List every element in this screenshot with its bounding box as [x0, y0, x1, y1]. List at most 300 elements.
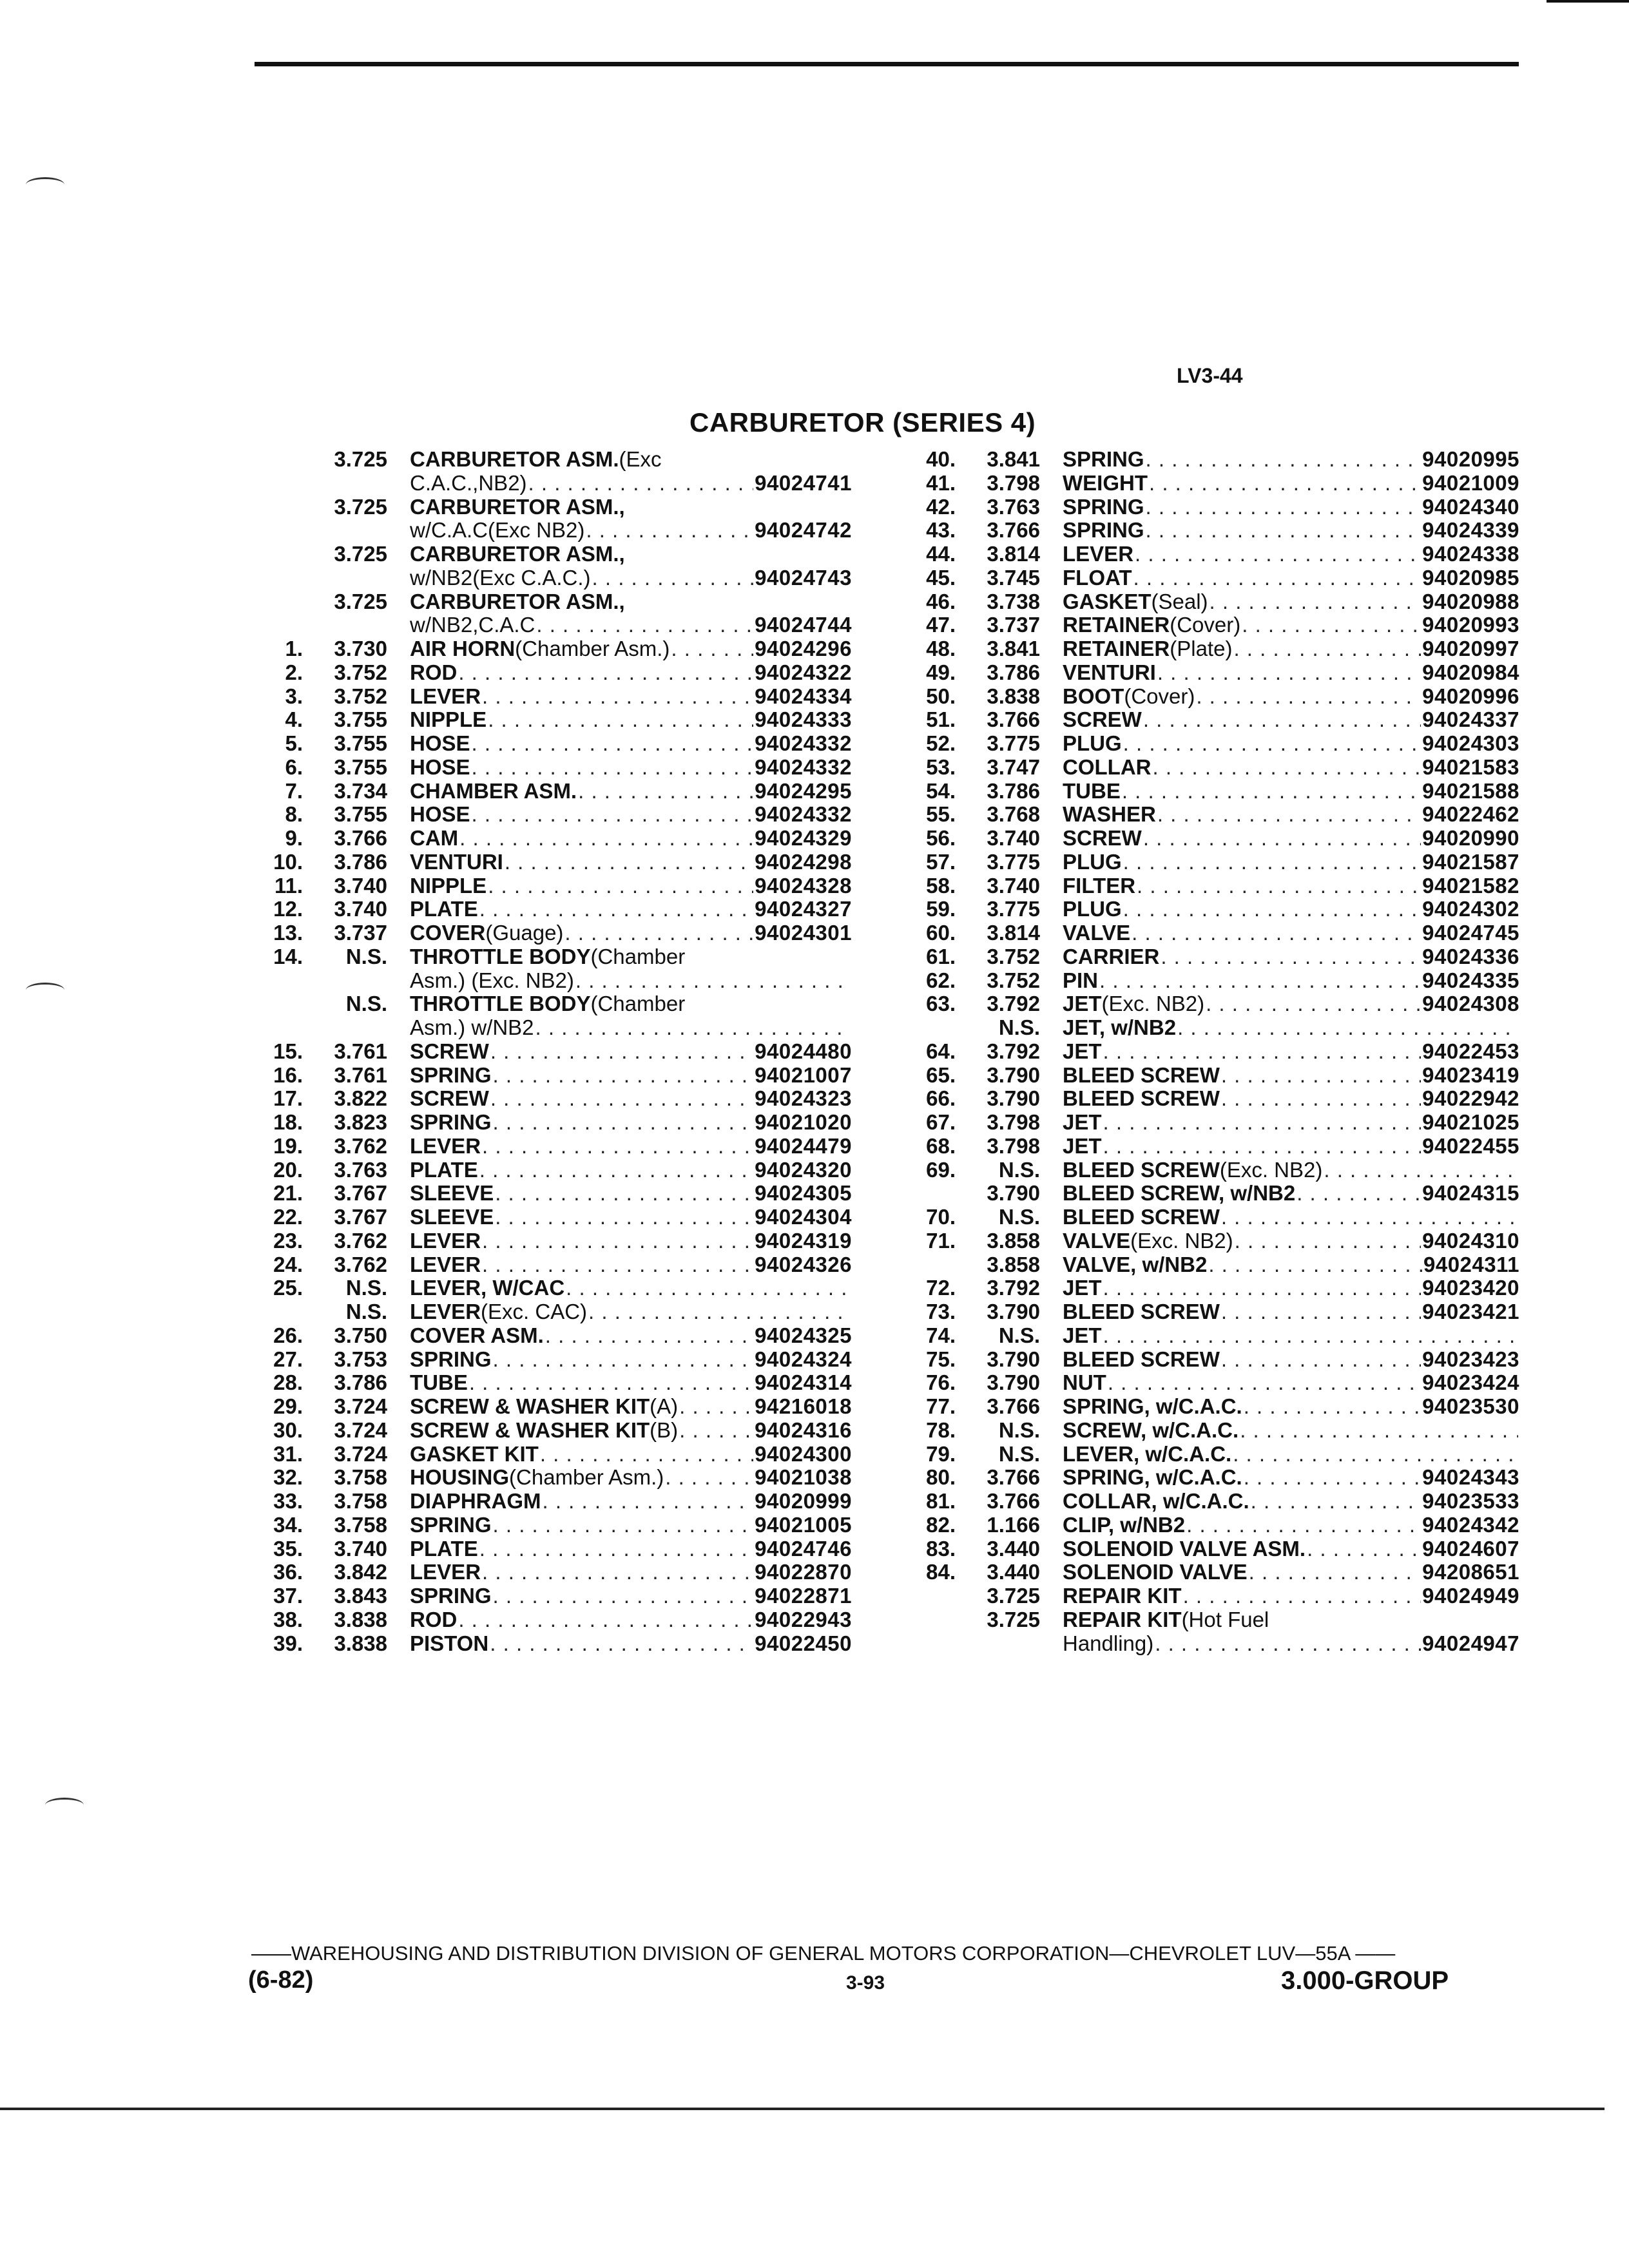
item-description	[1063, 685, 1519, 709]
dot-leader	[1143, 708, 1421, 732]
part-name: CHAMBER ASM.	[410, 778, 577, 803]
item-description	[410, 1276, 852, 1300]
parts-list-row	[898, 1087, 1519, 1111]
item-description	[1063, 827, 1519, 850]
parts-list-row	[898, 1561, 1519, 1584]
part-name: CLIP, w/NB2	[1063, 1512, 1186, 1537]
dot-leader	[586, 519, 753, 543]
item-description	[1063, 1632, 1519, 1656]
item-description	[410, 850, 852, 874]
group-number: 3.766	[987, 1465, 1040, 1490]
item-description	[410, 803, 852, 827]
part-number: 94023421	[1422, 1300, 1519, 1323]
group-number: 3.750	[334, 1323, 387, 1347]
part-name: SPRING	[410, 1062, 492, 1087]
part-qualifier: (Cover)	[1124, 684, 1195, 708]
parts-list-row	[898, 566, 1519, 590]
part-qualifier: (Exc. NB2)	[1219, 1157, 1323, 1182]
dot-leader	[1149, 472, 1421, 495]
group-number: 3.734	[334, 778, 387, 803]
item-number: 14.	[273, 944, 303, 968]
part-number: 94024304	[755, 1205, 852, 1229]
part-number: 94022942	[1422, 1086, 1519, 1111]
item-number: 15.	[273, 1039, 303, 1063]
parts-list-row	[898, 1537, 1519, 1561]
item-description	[410, 543, 852, 566]
group-number: 3.755	[334, 754, 387, 779]
part-number: 94021582	[1422, 873, 1519, 898]
item-description	[1063, 992, 1519, 1016]
parts-list-row	[898, 921, 1519, 945]
dot-leader	[472, 756, 754, 780]
parts-list-row	[898, 1584, 1519, 1608]
item-description	[410, 780, 852, 803]
group-number: N.S.	[998, 1205, 1040, 1229]
part-name: HOSE	[410, 802, 470, 827]
item-description	[1063, 495, 1519, 519]
dot-leader	[1249, 1561, 1422, 1584]
parts-list-row	[245, 495, 852, 519]
group-number: 3.755	[334, 707, 387, 732]
dot-leader	[1221, 1064, 1421, 1088]
item-number: 40.	[926, 447, 956, 471]
part-name: JET, w/NB2	[1063, 1015, 1177, 1039]
part-name: BLEED SCREW, w/NB2	[1063, 1181, 1296, 1206]
parts-list-row	[245, 1324, 852, 1348]
item-description	[1063, 1395, 1519, 1419]
dot-leader	[1208, 1253, 1422, 1277]
part-qualifier: (Exc	[619, 447, 662, 471]
dot-leader	[490, 1632, 753, 1656]
group-number: 3.761	[334, 1039, 387, 1063]
item-description	[410, 637, 852, 661]
footer-group: 3.000-GROUP	[1281, 1966, 1449, 1995]
item-number: 53.	[926, 754, 956, 779]
item-description	[410, 1111, 852, 1135]
group-number: 3.725	[987, 1584, 1040, 1608]
dot-leader	[1235, 1229, 1422, 1253]
item-number: 2.	[285, 660, 303, 684]
item-description	[410, 874, 852, 898]
part-name: JET	[1063, 1276, 1102, 1300]
group-number: 3.724	[334, 1394, 387, 1418]
item-number: 47.	[926, 613, 956, 637]
item-description	[1063, 945, 1519, 969]
part-qualifier: (Chamber	[590, 944, 686, 968]
item-description	[1063, 1158, 1519, 1182]
item-number: 65.	[926, 1062, 956, 1087]
dot-leader	[458, 661, 753, 685]
part-name: PLATE	[410, 1157, 478, 1182]
parts-list-row	[898, 1276, 1519, 1300]
parts-list-row	[898, 495, 1519, 519]
dot-leader	[588, 1300, 851, 1324]
group-number: N.S.	[998, 1441, 1040, 1466]
group-number: 3.841	[987, 637, 1040, 660]
part-number: 94024744	[755, 613, 852, 637]
item-number: 62.	[926, 968, 956, 992]
item-description	[410, 1490, 852, 1514]
part-name: LEVER	[410, 1300, 481, 1323]
part-name: VALVE	[1063, 921, 1131, 945]
parts-list-row	[245, 1111, 852, 1135]
group-number: 3.767	[334, 1181, 387, 1206]
part-qualifier: (B)	[650, 1418, 679, 1442]
parts-list-row	[898, 708, 1519, 732]
item-description	[410, 1135, 852, 1158]
group-number: 3.790	[987, 1086, 1040, 1111]
group-number: N.S.	[345, 944, 387, 968]
part-number: 94021009	[1422, 470, 1519, 495]
part-number: 94024316	[755, 1418, 852, 1442]
item-number: 79.	[926, 1441, 956, 1466]
part-number: 94024746	[755, 1536, 852, 1561]
dot-leader	[665, 1466, 753, 1490]
part-number: 94024340	[1422, 494, 1519, 519]
item-number: 42.	[926, 494, 956, 519]
parts-list-row	[898, 1371, 1519, 1395]
item-number: 17.	[273, 1086, 303, 1111]
item-number: 67.	[926, 1110, 956, 1134]
part-name: CARBURETOR ASM.,	[410, 542, 625, 566]
part-number: 94024342	[1422, 1512, 1519, 1537]
part-number: 94022943	[755, 1607, 852, 1631]
group-number: 3.786	[987, 778, 1040, 803]
dot-leader	[1103, 1135, 1422, 1158]
part-name: CARBURETOR ASM.,	[410, 494, 625, 519]
group-number: 3.841	[987, 447, 1040, 471]
parts-list-row	[245, 685, 852, 709]
dot-leader	[671, 637, 753, 661]
group-number: 3.766	[334, 826, 387, 850]
item-description	[410, 1443, 852, 1466]
part-name: RETAINER	[1063, 613, 1170, 637]
parts-list-row	[245, 898, 852, 921]
item-description	[1063, 613, 1519, 637]
item-description	[1063, 1324, 1519, 1348]
dot-leader	[1244, 1395, 1421, 1419]
part-qualifier: (Chamber	[590, 992, 686, 1016]
group-number: 3.792	[987, 1276, 1040, 1300]
dot-leader	[1132, 921, 1421, 945]
dot-leader	[495, 1182, 753, 1206]
part-number: 94020995	[1422, 447, 1519, 471]
item-number: 46.	[926, 589, 956, 613]
part-number: 94024305	[755, 1181, 852, 1206]
item-number: 19.	[273, 1133, 303, 1158]
group-number: N.S.	[998, 1157, 1040, 1182]
dot-leader	[1143, 827, 1421, 850]
dot-leader	[493, 1064, 754, 1088]
parts-list-row	[898, 637, 1519, 661]
part-name: SCREW & WASHER KIT	[410, 1418, 650, 1442]
parts-list-row	[898, 1253, 1519, 1277]
part-qualifier: (Cover)	[1170, 613, 1241, 637]
part-number: 94024339	[1422, 518, 1519, 543]
item-description	[1063, 1087, 1519, 1111]
part-name: VALVE	[1063, 1228, 1131, 1253]
dot-leader	[1146, 448, 1422, 472]
dot-leader	[1123, 732, 1422, 756]
dot-leader	[1152, 756, 1421, 780]
part-number: 94024326	[755, 1252, 852, 1276]
parts-list-row	[245, 1064, 852, 1088]
item-description	[410, 827, 852, 850]
dot-leader	[1251, 1490, 1422, 1514]
part-number: 94024742	[755, 518, 852, 543]
dot-leader	[493, 1348, 754, 1372]
item-description	[1063, 1537, 1519, 1561]
parts-list-row	[898, 685, 1519, 709]
part-name: WEIGHT	[1063, 470, 1148, 495]
part-number: 94024332	[755, 802, 852, 827]
item-description	[1063, 898, 1519, 921]
part-name: THROTTLE BODY	[410, 992, 591, 1016]
part-number: 94024332	[755, 754, 852, 779]
parts-list-row	[245, 1253, 852, 1277]
punch-hole-mark	[26, 983, 64, 997]
dot-leader	[1099, 969, 1421, 993]
part-number: 94021020	[755, 1110, 852, 1134]
part-qualifier: C.A.C.,NB2)	[410, 470, 527, 495]
group-number: 3.740	[334, 1536, 387, 1561]
top-rule	[255, 62, 1519, 66]
part-name: CARRIER	[1063, 944, 1160, 968]
dot-leader	[1122, 780, 1421, 803]
group-number: 3.790	[987, 1062, 1040, 1087]
parts-list-row	[245, 1419, 852, 1443]
part-number: 94020984	[1422, 660, 1519, 684]
dot-leader	[482, 685, 753, 709]
item-number: 49.	[926, 660, 956, 684]
part-name: COVER	[410, 921, 486, 945]
parts-list-row	[245, 1490, 852, 1514]
parts-list-row	[898, 1064, 1519, 1088]
group-number: 3.747	[987, 754, 1040, 779]
dot-leader	[482, 1561, 753, 1584]
part-number: 94024320	[755, 1157, 852, 1182]
part-number: 94024343	[1422, 1465, 1519, 1490]
footer-division-line: ——WAREHOUSING AND DISTRIBUTION DIVISION OF GENERAL MOTORS CORPORATION—CHEVROLET LUV—55A ——	[251, 1942, 1396, 1965]
parts-list-row	[898, 732, 1519, 756]
part-number: 94020993	[1422, 613, 1519, 637]
item-description	[410, 448, 852, 472]
item-description	[1063, 1608, 1519, 1632]
part-name: FILTER	[1063, 873, 1136, 898]
item-number: 66.	[926, 1086, 956, 1111]
item-number: 51.	[926, 707, 956, 732]
part-number: 94216018	[755, 1394, 852, 1418]
part-name: VENTURI	[1063, 660, 1156, 684]
parts-list-row	[245, 1514, 852, 1537]
dot-leader	[1324, 1158, 1518, 1182]
item-description	[1063, 543, 1519, 566]
parts-list-row	[898, 945, 1519, 969]
page-title: CARBURETOR (SERIES 4)	[689, 407, 1036, 437]
item-number: 84.	[926, 1560, 956, 1584]
parts-list-row	[898, 661, 1519, 685]
dot-leader	[1103, 1040, 1422, 1064]
item-description	[410, 1348, 852, 1372]
parts-list-row	[245, 1584, 852, 1608]
item-description	[1063, 1229, 1519, 1253]
part-number: 94020999	[755, 1489, 852, 1513]
dot-leader	[1137, 874, 1421, 898]
part-number: 94024329	[755, 826, 852, 850]
dot-leader	[1240, 1419, 1518, 1443]
item-number: 74.	[926, 1323, 956, 1347]
item-number: 34.	[273, 1512, 303, 1537]
part-name: SCREW, w/C.A.C.	[1063, 1418, 1239, 1442]
group-number: 3.843	[334, 1584, 387, 1608]
item-number: 32.	[273, 1465, 303, 1490]
item-description	[410, 685, 852, 709]
part-number: 94022450	[755, 1631, 852, 1655]
footer-date: (6-82)	[248, 1966, 314, 1994]
item-number: 73.	[926, 1300, 956, 1323]
group-number: 3.730	[334, 637, 387, 660]
part-number: 94021005	[755, 1512, 852, 1537]
dot-leader	[528, 472, 754, 495]
dot-leader	[459, 827, 753, 850]
group-number: 3.761	[334, 1062, 387, 1087]
parts-list-row	[245, 1561, 852, 1584]
item-description	[1063, 1514, 1519, 1537]
item-description	[1063, 732, 1519, 756]
item-description	[1063, 1371, 1519, 1395]
item-number: 8.	[285, 802, 303, 827]
part-qualifier: w/NB2,C.A.C	[410, 613, 535, 637]
part-name: BLEED SCREW	[1063, 1086, 1220, 1111]
item-description	[410, 590, 852, 614]
part-name: SPRING, w/C.A.C.	[1063, 1394, 1242, 1418]
part-number: 94023424	[1422, 1370, 1519, 1395]
item-description	[410, 1253, 852, 1277]
dot-leader	[592, 566, 754, 590]
part-name: COVER ASM.	[410, 1323, 544, 1347]
dot-leader	[1233, 637, 1421, 661]
part-name: GASKET KIT	[410, 1441, 539, 1466]
item-description	[410, 1229, 852, 1253]
parts-list-row	[245, 1276, 852, 1300]
item-description	[1063, 874, 1519, 898]
part-number: 94024332	[755, 731, 852, 755]
item-number: 26.	[273, 1323, 303, 1347]
item-description	[410, 1584, 852, 1608]
group-number: 3.775	[987, 849, 1040, 874]
group-number: 3.763	[334, 1157, 387, 1182]
group-number: 3.766	[987, 707, 1040, 732]
parts-list-row	[245, 1443, 852, 1466]
group-number: 3.792	[987, 992, 1040, 1016]
dot-leader	[1221, 1300, 1421, 1324]
parts-list-row	[898, 1016, 1519, 1040]
part-number: 94023530	[1422, 1394, 1519, 1418]
group-number: 3.725	[334, 542, 387, 566]
group-number: 3.838	[334, 1607, 387, 1631]
item-description	[1063, 1466, 1519, 1490]
item-number: 16.	[273, 1062, 303, 1087]
item-number: 36.	[273, 1560, 303, 1584]
item-number: 25.	[273, 1276, 303, 1300]
item-number: 23.	[273, 1228, 303, 1253]
item-description	[1063, 1135, 1519, 1158]
parts-list-row	[898, 850, 1519, 874]
item-description	[1063, 850, 1519, 874]
parts-list-row	[245, 1608, 852, 1632]
item-description	[410, 756, 852, 780]
item-description	[410, 921, 852, 945]
part-qualifier: (Chamber Asm.)	[509, 1465, 664, 1490]
dot-leader	[1146, 519, 1422, 543]
part-number: 94024296	[755, 637, 852, 660]
part-name: PLUG	[1063, 897, 1122, 921]
part-name: FLOAT	[1063, 565, 1132, 590]
group-number: 3.740	[987, 873, 1040, 898]
part-name: VALVE, w/NB2	[1063, 1252, 1208, 1276]
dot-leader	[1103, 1111, 1422, 1135]
part-number: 94024949	[1422, 1584, 1519, 1608]
parts-list-row	[898, 1348, 1519, 1372]
item-description	[1063, 590, 1519, 614]
item-number: 29.	[273, 1394, 303, 1418]
parts-list-row	[245, 472, 852, 495]
part-name: JET	[1063, 1110, 1102, 1134]
dot-leader	[1296, 1182, 1421, 1206]
part-number: 94022455	[1422, 1133, 1519, 1158]
part-name: LEVER	[410, 684, 481, 708]
part-name: SOLENOID VALVE ASM.	[1063, 1536, 1306, 1561]
item-number: 27.	[273, 1347, 303, 1371]
parts-list-row	[898, 1395, 1519, 1419]
part-number: 94024325	[755, 1323, 852, 1347]
item-number: 64.	[926, 1039, 956, 1063]
group-number: 3.762	[334, 1228, 387, 1253]
item-number: 6.	[285, 754, 303, 779]
part-name: LEVER	[410, 1252, 481, 1276]
part-number: 94024328	[755, 873, 852, 898]
part-name: COLLAR	[1063, 754, 1152, 779]
parts-list-row	[898, 1206, 1519, 1229]
dot-leader	[1133, 566, 1422, 590]
group-number: 3.724	[334, 1441, 387, 1466]
parts-list-row	[898, 472, 1519, 495]
group-number: 3.766	[987, 1394, 1040, 1418]
part-name: LEVER, W/CAC	[410, 1276, 565, 1300]
part-qualifier: (Chamber Asm.)	[515, 637, 670, 660]
item-number: 56.	[926, 826, 956, 850]
part-name: SLEEVE	[410, 1181, 494, 1206]
parts-list-row	[245, 661, 852, 685]
item-number: 33.	[273, 1489, 303, 1513]
part-name: PLATE	[410, 897, 478, 921]
dot-leader	[679, 1395, 753, 1419]
part-number: 94022462	[1422, 802, 1519, 827]
group-number: 3.858	[987, 1228, 1040, 1253]
item-number: 71.	[926, 1228, 956, 1253]
item-description	[410, 1514, 852, 1537]
group-number: N.S.	[998, 1015, 1040, 1039]
group-number: N.S.	[345, 1300, 387, 1323]
item-description	[410, 472, 852, 495]
part-name: SPRING	[1063, 494, 1144, 519]
item-description	[410, 1632, 852, 1656]
part-number: 94021587	[1422, 849, 1519, 874]
part-name: SLEEVE	[410, 1205, 494, 1229]
dot-leader	[566, 1276, 851, 1300]
parts-list-row	[898, 1111, 1519, 1135]
part-qualifier: w/NB2(Exc C.A.C.)	[410, 565, 591, 590]
